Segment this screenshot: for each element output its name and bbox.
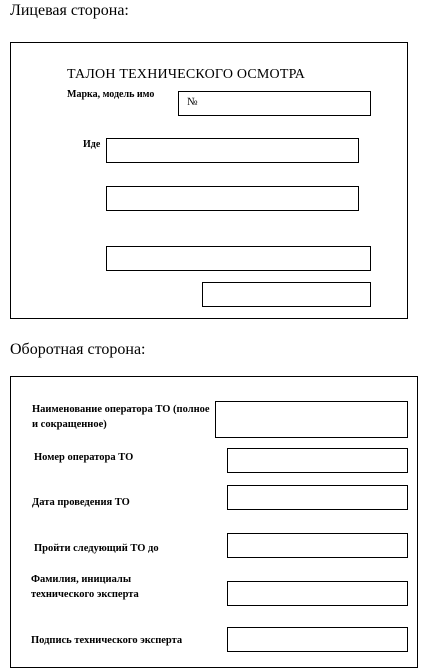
expert-signature-field[interactable]	[227, 627, 408, 652]
make-model-label: Марка, модель имо	[67, 89, 155, 100]
vin-field[interactable]	[106, 138, 359, 163]
vin-label: Иде	[83, 139, 101, 150]
operator-name-field[interactable]	[215, 401, 408, 438]
front-field-4[interactable]	[106, 246, 371, 271]
front-field-5[interactable]	[202, 282, 371, 307]
number-field[interactable]	[178, 91, 371, 116]
operator-number-label: Номер оператора ТО	[34, 452, 134, 463]
number-sign: №	[187, 96, 198, 108]
front-side-panel	[10, 42, 408, 319]
talon-title: ТАЛОН ТЕХНИЧЕСКОГО ОСМОТРА	[67, 67, 306, 82]
next-inspection-field[interactable]	[227, 533, 408, 558]
back-side-heading: Оборотная сторона:	[10, 341, 146, 358]
next-inspection-label: Пройти следующий ТО до	[34, 543, 159, 554]
inspection-date-label: Дата проведения ТО	[32, 497, 130, 508]
expert-signature-label: Подпись технического эксперта	[31, 635, 183, 646]
inspection-date-field[interactable]	[227, 485, 408, 510]
operator-name-label: Наименование оператора ТО (полное и сокращенное)	[32, 404, 210, 430]
front-field-3[interactable]	[106, 186, 359, 211]
back-side-panel	[10, 376, 418, 668]
operator-number-field[interactable]	[227, 448, 408, 473]
expert-name-field[interactable]	[227, 581, 408, 606]
expert-name-label: Фамилия, инициалы технического эксперта	[31, 574, 139, 600]
front-side-heading: Лицевая сторона:	[10, 2, 129, 19]
